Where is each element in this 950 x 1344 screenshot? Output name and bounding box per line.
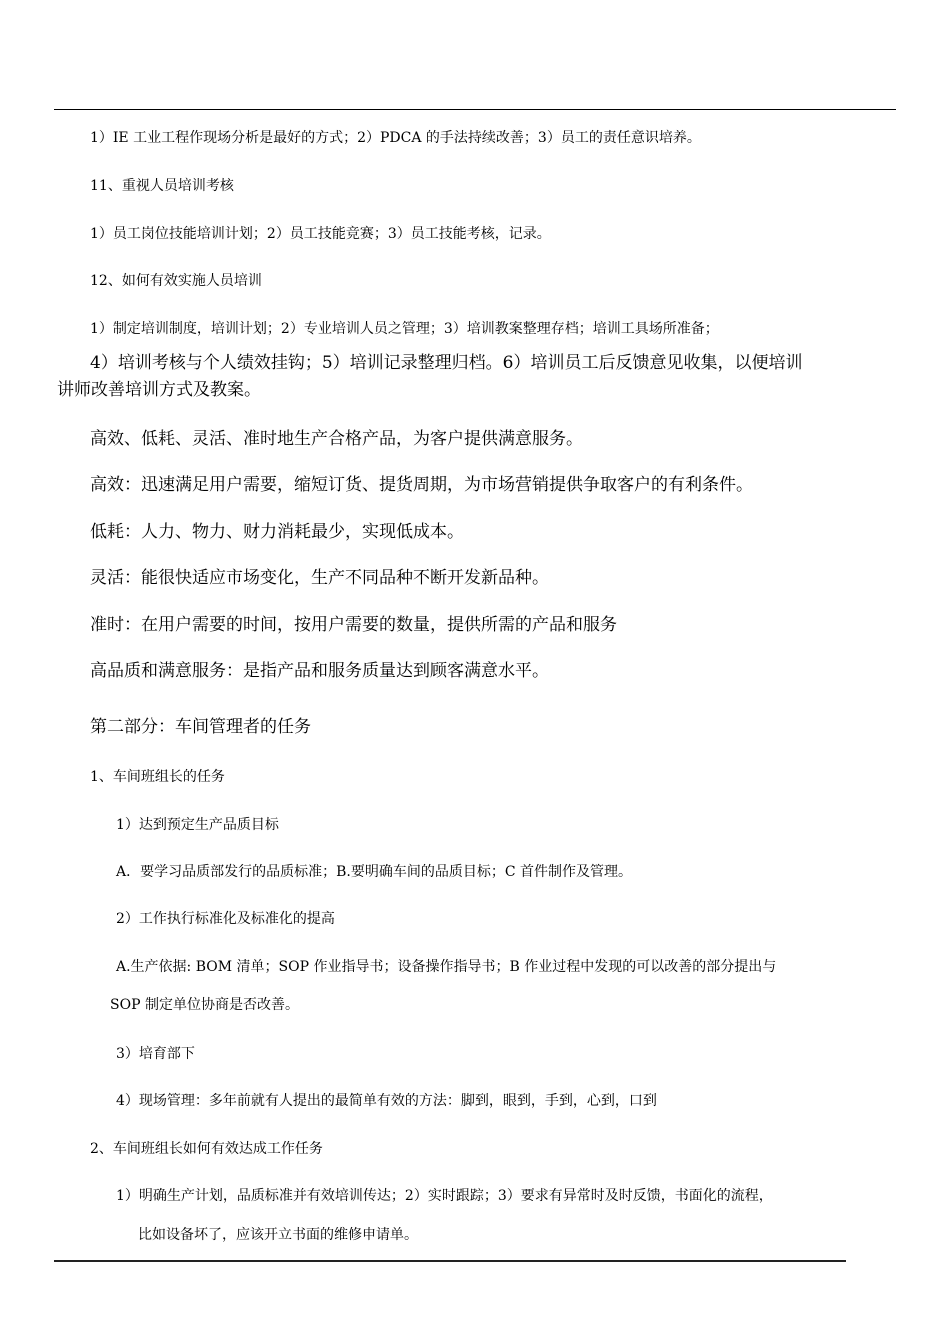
text-line: 4）培训考核与个人绩效挂钩；5）培训记录整理归档。6）培训员工后反馈意见收集，以便培训 [90,353,803,373]
text-line: 准时：在用户需要的时间，按用户需要的数量，提供所需的产品和服务 [90,615,617,635]
text-line: 1）IE 工业工程作现场分析是最好的方式；2）PDCA 的手法持续改善；3）员工的责任意识培养。 [90,130,701,146]
text-line: 1）明确生产计划，品质标准并有效培训传达；2）实时跟踪；3）要求有异常时及时反馈，书面化的流程， [116,1188,773,1204]
text-line: 低耗：人力、物力、财力消耗最少，实现低成本。 [90,522,464,542]
subsection-heading: 2）工作执行标准化及标准化的提高 [116,911,335,927]
text-line: 灵活：能很快适应市场变化，生产不同品种不断开发新品种。 [90,568,549,588]
subsection-heading: 1）达到预定生产品质目标 [116,817,279,833]
part-heading: 第二部分：车间管理者的任务 [90,717,311,737]
section-heading: 11、重视人员培训考核 [90,178,234,194]
text-line: 4）现场管理：多年前就有人提出的最简单有效的方法：脚到，眼到，手到，心到，口到 [116,1093,657,1109]
footer-rule [54,1260,846,1262]
text-line: 1）员工岗位技能培训计划；2）员工技能竞赛；3）员工技能考核，记录。 [90,226,551,242]
text-line: 1）制定培训制度，培训计划；2）专业培训人员之管理；3）培训教案整理存档；培训工具场所准备； [90,321,719,337]
text-line: A．要学习品质部发行的品质标准；B.要明确车间的品质目标；C 首件制作及管理。 [116,864,633,880]
text-line: 高效：迅速满足用户需要，缩短订货、提货周期，为市场营销提供争取客户的有利条件。 [90,475,753,495]
section-heading: 12、如何有效实施人员培训 [90,273,262,289]
text-line: SOP 制定单位协商是否改善。 [110,997,299,1013]
text-line: A.生产依据: BOM 清单；SOP 作业指导书；设备操作指导书；B 作业过程中发现的可以改善的部分提出与 [116,959,777,975]
text-line: 高效、低耗、灵活、准时地生产合格产品，为客户提供满意服务。 [90,429,583,449]
section-heading: 1、车间班组长的任务 [90,769,225,785]
subsection-heading: 3）培育部下 [116,1046,195,1062]
header-rule [54,109,896,110]
text-line: 比如设备坏了，应该开立书面的维修申请单。 [138,1227,418,1243]
text-line: 讲师改善培训方式及教案。 [57,380,261,400]
section-heading: 2、车间班组长如何有效达成工作任务 [90,1141,323,1157]
text-line: 高品质和满意服务：是指产品和服务质量达到顾客满意水平。 [90,661,549,681]
